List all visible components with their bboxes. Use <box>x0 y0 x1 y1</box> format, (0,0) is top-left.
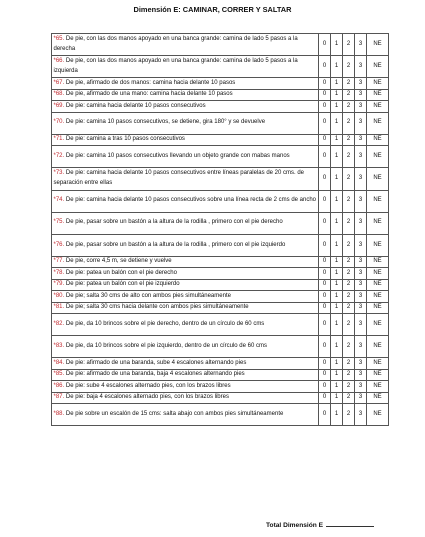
score-option-1[interactable]: 1 <box>331 134 343 145</box>
score-option-1[interactable]: 1 <box>331 56 343 78</box>
score-option-2[interactable]: 2 <box>343 392 355 403</box>
score-option-3[interactable]: 3 <box>355 212 367 234</box>
score-option-0[interactable]: 0 <box>319 381 331 392</box>
score-option-0[interactable]: 0 <box>319 257 331 268</box>
score-option-3[interactable]: 3 <box>355 168 367 190</box>
item-cell <box>52 101 319 112</box>
score-option-ne[interactable]: NE <box>367 101 389 112</box>
item-number: *65. <box>53 36 65 42</box>
score-option-ne[interactable]: NE <box>367 314 389 336</box>
item-text: De pie, corre 4,5 m, se detiene y vuelve <box>65 258 172 265</box>
items-table <box>51 33 389 426</box>
score-option-1[interactable]: 1 <box>331 403 343 425</box>
score-option-3[interactable]: 3 <box>355 279 367 290</box>
item-cell <box>52 134 319 145</box>
score-option-0[interactable]: 0 <box>319 212 331 234</box>
item-text: De pie: afirmado de una baranda, sube 4 escalones alternando pies <box>65 359 247 366</box>
score-option-2[interactable]: 2 <box>343 381 355 392</box>
item-cell <box>52 234 319 256</box>
score-option-0[interactable]: 0 <box>319 302 331 313</box>
score-option-0[interactable]: 0 <box>319 89 331 100</box>
score-option-2[interactable]: 2 <box>343 403 355 425</box>
table-row <box>52 369 389 380</box>
item-text: De pie: patea un balón con el pie derecho <box>65 269 177 276</box>
item-text: De pie, afirmado de una mano: camina hacia delante 10 pasos <box>65 91 233 98</box>
item-text: De pie: sube 4 escalones alternado pies, con los brazos libres <box>65 382 231 389</box>
score-option-2[interactable]: 2 <box>343 358 355 369</box>
score-option-ne[interactable]: NE <box>367 302 389 313</box>
table-row <box>52 336 389 358</box>
score-option-3[interactable]: 3 <box>355 112 367 134</box>
total-blank-line[interactable] <box>326 520 374 527</box>
item-number: *76. <box>53 241 65 248</box>
item-cell <box>52 168 319 190</box>
score-option-ne[interactable]: NE <box>367 381 389 392</box>
item-number: *81. <box>53 304 65 311</box>
score-option-ne[interactable]: NE <box>367 257 389 268</box>
score-option-ne[interactable]: NE <box>367 134 389 145</box>
item-text: De pie, da 10 brincos sobre el pie izquierdo, dentro de un círculo de 60 cms <box>65 343 267 349</box>
score-option-2[interactable]: 2 <box>343 234 355 256</box>
score-option-0[interactable]: 0 <box>319 314 331 336</box>
score-option-0[interactable]: 0 <box>319 78 331 89</box>
table-row <box>52 168 389 190</box>
item-text: De pie: baja 4 escalones alternado pies, con los brazos libres <box>65 393 229 400</box>
table-row <box>52 56 389 78</box>
item-number: *68. <box>53 91 65 98</box>
score-option-2[interactable]: 2 <box>343 101 355 112</box>
score-option-0[interactable]: 0 <box>319 369 331 380</box>
score-option-0[interactable]: 0 <box>319 403 331 425</box>
score-option-3[interactable]: 3 <box>355 336 367 358</box>
table-row <box>52 291 389 302</box>
score-option-3[interactable]: 3 <box>355 34 367 56</box>
score-option-3[interactable]: 3 <box>355 291 367 302</box>
score-option-2[interactable]: 2 <box>343 291 355 302</box>
score-option-3[interactable]: 3 <box>355 146 367 168</box>
total-dimension <box>266 520 374 529</box>
score-option-1[interactable]: 1 <box>331 336 343 358</box>
table-row <box>52 381 389 392</box>
score-option-ne[interactable]: NE <box>367 403 389 425</box>
score-option-ne[interactable]: NE <box>367 146 389 168</box>
score-option-2[interactable]: 2 <box>343 314 355 336</box>
item-number: *87. <box>53 393 65 400</box>
score-option-0[interactable]: 0 <box>319 291 331 302</box>
item-cell <box>52 403 319 425</box>
score-option-1[interactable]: 1 <box>331 381 343 392</box>
item-number: *67. <box>53 79 65 86</box>
score-option-2[interactable]: 2 <box>343 369 355 380</box>
table-row <box>52 257 389 268</box>
score-option-ne[interactable]: NE <box>367 34 389 56</box>
item-number: *66. <box>53 58 65 65</box>
item-text: De pie: camina hacia delante 10 pasos consecutivos sobre una línea recta de 2 cms de ancho <box>65 197 317 204</box>
score-option-ne[interactable]: NE <box>367 268 389 279</box>
score-option-ne[interactable]: NE <box>367 392 389 403</box>
score-option-2[interactable]: 2 <box>343 190 355 212</box>
item-number: *78. <box>53 269 65 276</box>
score-option-2[interactable]: 2 <box>343 212 355 234</box>
item-cell <box>52 268 319 279</box>
score-option-3[interactable]: 3 <box>355 190 367 212</box>
item-cell <box>52 279 319 290</box>
item-cell <box>52 257 319 268</box>
table-row <box>52 34 389 56</box>
item-cell <box>52 212 319 234</box>
item-cell <box>52 369 319 380</box>
score-option-1[interactable]: 1 <box>331 34 343 56</box>
item-text: De pie, con las dos manos apoyado en una banca grande: camina de lado 5 pasos a la izquierda <box>53 58 298 74</box>
score-option-2[interactable]: 2 <box>343 34 355 56</box>
score-option-2[interactable]: 2 <box>343 279 355 290</box>
item-number: *69. <box>53 102 65 109</box>
table-row <box>52 268 389 279</box>
score-option-2[interactable]: 2 <box>343 78 355 89</box>
score-option-1[interactable]: 1 <box>331 314 343 336</box>
score-option-1[interactable]: 1 <box>331 358 343 369</box>
item-cell <box>52 190 319 212</box>
item-cell <box>52 314 319 336</box>
score-option-ne[interactable]: NE <box>367 168 389 190</box>
score-option-1[interactable]: 1 <box>331 302 343 313</box>
item-text: De pie: camina hacia delante 10 pasos consecutivos entre líneas paralelas de 20 cms. de separación entre ellas <box>53 170 305 186</box>
item-cell <box>52 381 319 392</box>
score-option-3[interactable]: 3 <box>355 314 367 336</box>
score-option-1[interactable]: 1 <box>331 212 343 234</box>
score-option-0[interactable]: 0 <box>319 112 331 134</box>
score-option-1[interactable]: 1 <box>331 268 343 279</box>
score-option-ne[interactable]: NE <box>367 369 389 380</box>
item-number: *86. <box>53 382 65 389</box>
score-option-1[interactable]: 1 <box>331 392 343 403</box>
page-title: Dimensión E: CAMINAR, CORRER Y SALTAR <box>133 5 292 14</box>
score-option-3[interactable]: 3 <box>355 403 367 425</box>
item-number: *84. <box>53 359 65 366</box>
score-option-3[interactable]: 3 <box>355 302 367 313</box>
score-option-2[interactable]: 2 <box>343 268 355 279</box>
item-cell <box>52 78 319 89</box>
item-text: De pie: afirmado de una baranda, baja 4 escalones alternando pies <box>65 371 245 378</box>
item-number: *88. <box>53 410 65 417</box>
item-text: De pie: camina 10 pasos consecutivos llevando un objeto grande con mabas manos <box>65 152 290 159</box>
item-text: De pie, pasar sobre un bastón a la altura de la rodilla , primero con el pie izquierdo <box>65 241 286 248</box>
item-number: *77. <box>53 258 65 265</box>
item-cell <box>52 358 319 369</box>
item-text: De pie; salta 30 cms hacia delante con ambos pies simultáneamente <box>65 304 249 311</box>
item-text: De pie: camina 10 pasos consecutivos, se detiene, gira 180° y se devuelve <box>65 119 266 126</box>
score-option-3[interactable]: 3 <box>355 56 367 78</box>
score-option-2[interactable]: 2 <box>343 134 355 145</box>
item-text: De pie, afirmado de dos manos: camina hacia delante 10 pasos <box>65 79 236 86</box>
score-option-3[interactable]: 3 <box>355 381 367 392</box>
score-option-2[interactable]: 2 <box>343 257 355 268</box>
item-number: *85. <box>53 371 65 378</box>
score-option-ne[interactable]: NE <box>367 78 389 89</box>
score-option-2[interactable]: 2 <box>343 302 355 313</box>
item-cell <box>52 146 319 168</box>
item-text: De pie, da 10 brincos sobre el pie derecho, dentro de un círculo de 60 cms <box>65 320 265 327</box>
item-number: *72. <box>53 152 65 159</box>
score-option-ne[interactable]: NE <box>367 336 389 358</box>
table-row <box>52 392 389 403</box>
score-option-1[interactable]: 1 <box>331 78 343 89</box>
score-option-0[interactable]: 0 <box>319 146 331 168</box>
table-row <box>52 134 389 145</box>
score-option-2[interactable]: 2 <box>343 56 355 78</box>
score-option-3[interactable]: 3 <box>355 101 367 112</box>
score-option-0[interactable]: 0 <box>319 101 331 112</box>
score-option-3[interactable]: 3 <box>355 78 367 89</box>
score-option-1[interactable]: 1 <box>331 190 343 212</box>
score-option-1[interactable]: 1 <box>331 279 343 290</box>
table-row <box>52 234 389 256</box>
score-option-1[interactable]: 1 <box>331 234 343 256</box>
score-option-ne[interactable]: NE <box>367 89 389 100</box>
score-option-1[interactable]: 1 <box>331 89 343 100</box>
score-option-3[interactable]: 3 <box>355 134 367 145</box>
item-text: De pie sobre un escalón de 15 cms: salta abajo con ambos pies simultáneamente <box>65 410 284 417</box>
item-number: *75. <box>53 219 65 226</box>
score-option-3[interactable]: 3 <box>355 268 367 279</box>
table-row <box>52 302 389 313</box>
score-option-0[interactable]: 0 <box>319 56 331 78</box>
score-option-2[interactable]: 2 <box>343 89 355 100</box>
score-option-0[interactable]: 0 <box>319 358 331 369</box>
item-number: *82. <box>53 320 65 327</box>
item-cell <box>52 302 319 313</box>
score-option-0[interactable]: 0 <box>319 168 331 190</box>
score-option-3[interactable]: 3 <box>355 89 367 100</box>
table-row <box>52 403 389 425</box>
item-number: *73. <box>53 170 65 177</box>
item-cell <box>52 89 319 100</box>
table-row <box>52 78 389 89</box>
score-option-0[interactable]: 0 <box>319 190 331 212</box>
score-option-0[interactable]: 0 <box>319 392 331 403</box>
score-option-ne[interactable]: NE <box>367 234 389 256</box>
item-number: *83. <box>53 343 65 349</box>
item-number: *74. <box>53 197 65 204</box>
item-cell <box>52 392 319 403</box>
score-option-ne[interactable]: NE <box>367 358 389 369</box>
score-option-ne[interactable]: NE <box>367 112 389 134</box>
score-option-1[interactable]: 1 <box>331 101 343 112</box>
score-option-0[interactable]: 0 <box>319 134 331 145</box>
score-option-3[interactable]: 3 <box>355 358 367 369</box>
score-option-ne[interactable]: NE <box>367 291 389 302</box>
item-cell <box>52 56 319 78</box>
score-option-2[interactable]: 2 <box>343 146 355 168</box>
item-number: *71. <box>53 136 65 143</box>
total-label: Total Dimensión E <box>266 522 324 529</box>
score-option-0[interactable]: 0 <box>319 234 331 256</box>
item-text: De pie; salta 30 cms de alto con ambos pies simultáneamente <box>65 292 231 299</box>
score-option-3[interactable]: 3 <box>355 257 367 268</box>
item-cell <box>52 291 319 302</box>
score-option-2[interactable]: 2 <box>343 336 355 358</box>
item-number: *80. <box>53 292 65 299</box>
table-row <box>52 190 389 212</box>
score-option-1[interactable]: 1 <box>331 168 343 190</box>
score-option-ne[interactable]: NE <box>367 212 389 234</box>
score-option-1[interactable]: 1 <box>331 112 343 134</box>
score-option-1[interactable]: 1 <box>331 291 343 302</box>
item-cell <box>52 336 319 358</box>
item-text: De pie: camina a tras 10 pasos consecutivos <box>65 136 185 143</box>
score-option-1[interactable]: 1 <box>331 369 343 380</box>
table-row <box>52 358 389 369</box>
item-text: De pie, con las dos manos apoyado en una banca grande: camina de lado 5 pasos a la derecha <box>53 36 298 52</box>
table-row <box>52 279 389 290</box>
score-option-0[interactable]: 0 <box>319 34 331 56</box>
item-cell <box>52 34 319 56</box>
score-option-3[interactable]: 3 <box>355 392 367 403</box>
score-option-2[interactable]: 2 <box>343 112 355 134</box>
score-option-2[interactable]: 2 <box>343 168 355 190</box>
score-option-3[interactable]: 3 <box>355 234 367 256</box>
item-text: De pie, pasar sobre un bastón a la altura de la rodilla , primero con el pie derecho <box>65 219 283 226</box>
score-option-3[interactable]: 3 <box>355 369 367 380</box>
item-text: De pie: camina hacia delante 10 pasos consecutivos <box>65 102 206 109</box>
item-number: *70. <box>53 119 65 126</box>
score-option-1[interactable]: 1 <box>331 257 343 268</box>
score-option-0[interactable]: 0 <box>319 279 331 290</box>
score-option-ne[interactable]: NE <box>367 279 389 290</box>
item-text: De pie: patea un balón con el pie izquierdo <box>65 281 180 288</box>
table-row <box>52 101 389 112</box>
score-option-ne[interactable]: NE <box>367 56 389 78</box>
table-row <box>52 314 389 336</box>
table-row <box>52 89 389 100</box>
item-cell <box>52 112 319 134</box>
score-option-0[interactable]: 0 <box>319 268 331 279</box>
score-option-ne[interactable]: NE <box>367 190 389 212</box>
table-row <box>52 112 389 134</box>
score-option-0[interactable]: 0 <box>319 336 331 358</box>
score-option-1[interactable]: 1 <box>331 146 343 168</box>
item-number: *79. <box>53 281 65 288</box>
table-row <box>52 212 389 234</box>
table-row <box>52 146 389 168</box>
